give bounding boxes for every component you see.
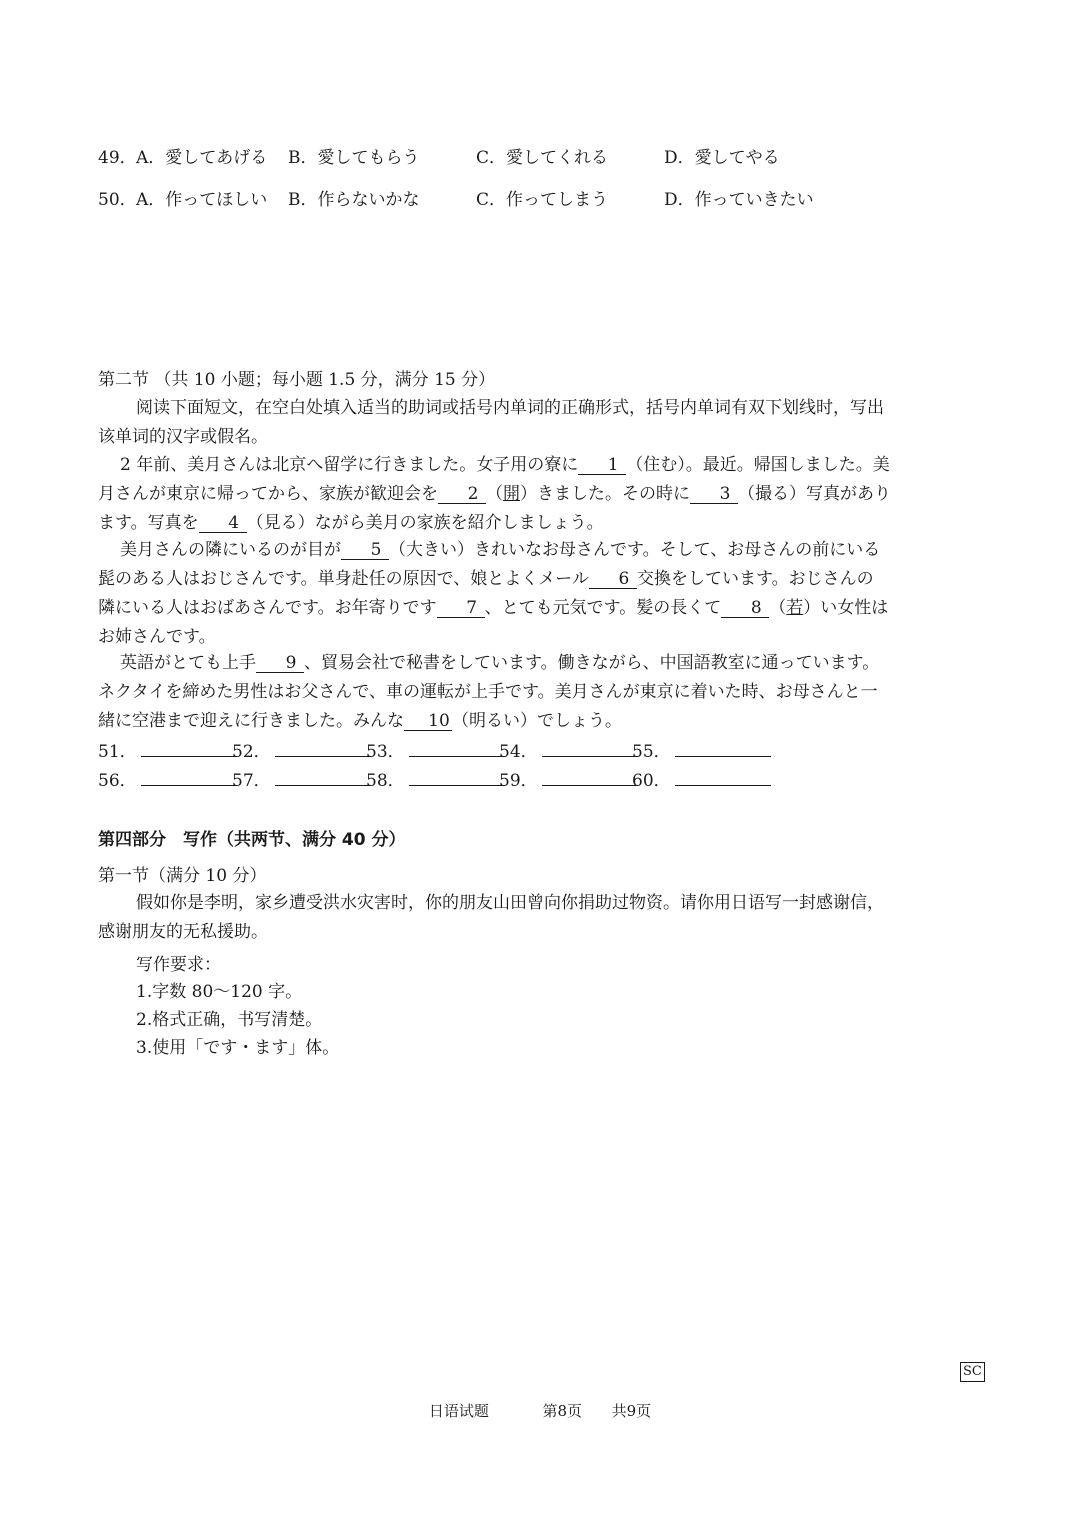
- answer-label: 60．: [632, 771, 671, 791]
- passage-text: 隣にいる人はおばあさんです。お年寄りです: [98, 598, 437, 618]
- answer-label: 55．: [632, 742, 671, 762]
- answer-slot-55: [632, 737, 771, 762]
- answer-slot-56: [98, 766, 237, 791]
- passage-text: 2 年前、美月さんは北京へ留学に行きました。女子用の寮に: [120, 455, 579, 475]
- prompt-line-2: 感谢朋友的无私援助。: [98, 922, 268, 942]
- part4-heading: 第四部分 写作（共两节、满分 40 分）: [98, 830, 406, 850]
- requirements-title: 写作要求：: [136, 955, 221, 975]
- passage-text: ネクタイを締めた男性はお父さんで、車の運転が上手です。美月さんが東京に着いた時、お母さんと一: [98, 682, 878, 702]
- passage-text: 緒に空港まで迎えに行きました。みんな: [98, 711, 404, 731]
- answer-label: 58．: [366, 771, 405, 791]
- answer-blank[interactable]: [141, 740, 237, 757]
- question-50-option-d: D．作っていきたい: [664, 190, 814, 210]
- passage-text: 髭のある人はおじさんです。単身赴任の原因で、娘とよくメール: [98, 569, 589, 589]
- passage-text: ）きました。その時に: [520, 484, 690, 504]
- passage-underlined-word: 開: [503, 484, 520, 504]
- footer-total: 共9页: [611, 1402, 652, 1420]
- question-50-number: 50．: [98, 190, 137, 210]
- passage-paragraph-1: [98, 451, 976, 538]
- answer-label: 59．: [499, 771, 538, 791]
- blank-4: 4: [199, 514, 247, 533]
- passage-text: （: [486, 484, 503, 504]
- requirement-1: 1.字数 80～120 字。: [136, 982, 303, 1002]
- passage-paragraph-3: [98, 649, 976, 736]
- answer-slot-53: [366, 737, 505, 762]
- footer-subject: 日语试题: [428, 1402, 489, 1420]
- passage-text: （大きい）きれいなお母さんです。そして、お母さんの前にいる: [389, 540, 881, 560]
- answer-label: 57．: [232, 771, 271, 791]
- blank-3: 3: [690, 485, 738, 504]
- answer-slot-57: [232, 766, 371, 791]
- passage-underlined-word: 若: [786, 598, 804, 618]
- answer-blank[interactable]: [675, 769, 771, 786]
- passage-text: ）い女性は: [803, 598, 889, 618]
- writing-prompt: [98, 889, 976, 947]
- part4-subheading: 第一节（满分 10 分）: [98, 866, 267, 886]
- blank-8: 8: [721, 599, 769, 618]
- answer-slot-54: [499, 737, 638, 762]
- question-49-option-a: A．愛してあげる: [136, 148, 268, 168]
- answer-label: 51．: [98, 742, 137, 762]
- question-50-option-b: B．作らないかな: [288, 190, 420, 210]
- question-49-option-b: B．愛してもらう: [288, 148, 420, 168]
- answer-slot-59: [499, 766, 638, 791]
- footer-page: 第8页: [542, 1402, 582, 1420]
- answer-blank[interactable]: [409, 740, 505, 757]
- passage-paragraph-2: [98, 536, 976, 652]
- answer-blank[interactable]: [141, 769, 237, 786]
- answer-blank[interactable]: [675, 740, 771, 757]
- passage-text: （: [769, 598, 787, 618]
- instruction-line-2: 该单词的汉字或假名。: [98, 427, 268, 447]
- blank-9: 9: [256, 654, 304, 673]
- blank-6: 6: [589, 570, 637, 589]
- answer-slot-52: [232, 737, 371, 762]
- passage-text: （見る）ながら美月の家族を紹介しましょう。: [246, 513, 604, 533]
- answer-blank[interactable]: [542, 740, 638, 757]
- passage-text: （明るい）でしょう。: [452, 711, 622, 731]
- passage-text: 月さんが東京に帰ってから、家族が歓迎会を: [98, 484, 438, 504]
- page-footer: [0, 1400, 1080, 1421]
- requirement-2: 2.格式正确，书写清楚。: [136, 1010, 323, 1030]
- question-50-option-a: A．作ってほしい: [136, 190, 268, 210]
- answer-blank[interactable]: [409, 769, 505, 786]
- prompt-line-1: 假如你是李明，家乡遭受洪水灾害时，你的朋友山田曾向你捐助过物资。请你用日语写一封感谢信，: [136, 893, 884, 913]
- answer-slot-60: [632, 766, 771, 791]
- passage-text: 交換をしています。おじさんの: [636, 569, 874, 589]
- answer-blank[interactable]: [542, 769, 638, 786]
- passage-text: お姉さんです。: [98, 627, 216, 647]
- blank-1: 1: [578, 456, 626, 475]
- passage-text: 英語がとても上手: [120, 653, 256, 673]
- section2-heading: 第二节 （共 10 小题；每小题 1.5 分，满分 15 分）: [98, 370, 496, 390]
- answer-slot-51: [98, 737, 237, 762]
- answer-label: 56．: [98, 771, 137, 791]
- blank-2: 2: [438, 485, 486, 504]
- passage-text: ます。写真を: [98, 513, 199, 533]
- passage-text: （撮る）写真があり: [738, 484, 891, 504]
- answer-label: 54．: [499, 742, 538, 762]
- blank-5: 5: [341, 541, 389, 560]
- question-50-option-c: C．作ってしまう: [476, 190, 609, 210]
- answer-blank[interactable]: [275, 769, 371, 786]
- blank-7: 7: [437, 599, 485, 618]
- question-49-option-d: D．愛してやる: [664, 148, 780, 168]
- answer-slot-58: [366, 766, 505, 791]
- question-49-option-c: C．愛してくれる: [476, 148, 609, 168]
- blank-10: 10: [404, 712, 452, 731]
- instruction-line-1: 阅读下面短文，在空白处填入适当的助词或括号内单词的正确形式，括号内单词有双下划线时，写出: [136, 398, 884, 418]
- answer-label: 52．: [232, 742, 271, 762]
- passage-text: 美月さんの隣にいるのが目が: [120, 540, 341, 560]
- passage-text: 、貿易会社で秘書をしています。働きながら、中国語教室に通っています。: [304, 653, 880, 673]
- section2-instruction: [98, 394, 976, 452]
- sc-mark: SC: [960, 1362, 985, 1382]
- requirement-3: 3.使用「です・ます」体。: [136, 1038, 340, 1058]
- passage-text: （住む）。最近。帰国しました。美: [626, 455, 890, 475]
- answer-blank[interactable]: [275, 740, 371, 757]
- question-49-number: 49．: [98, 148, 137, 168]
- passage-text: 、とても元気です。髪の長くて: [484, 598, 722, 618]
- answer-label: 53．: [366, 742, 405, 762]
